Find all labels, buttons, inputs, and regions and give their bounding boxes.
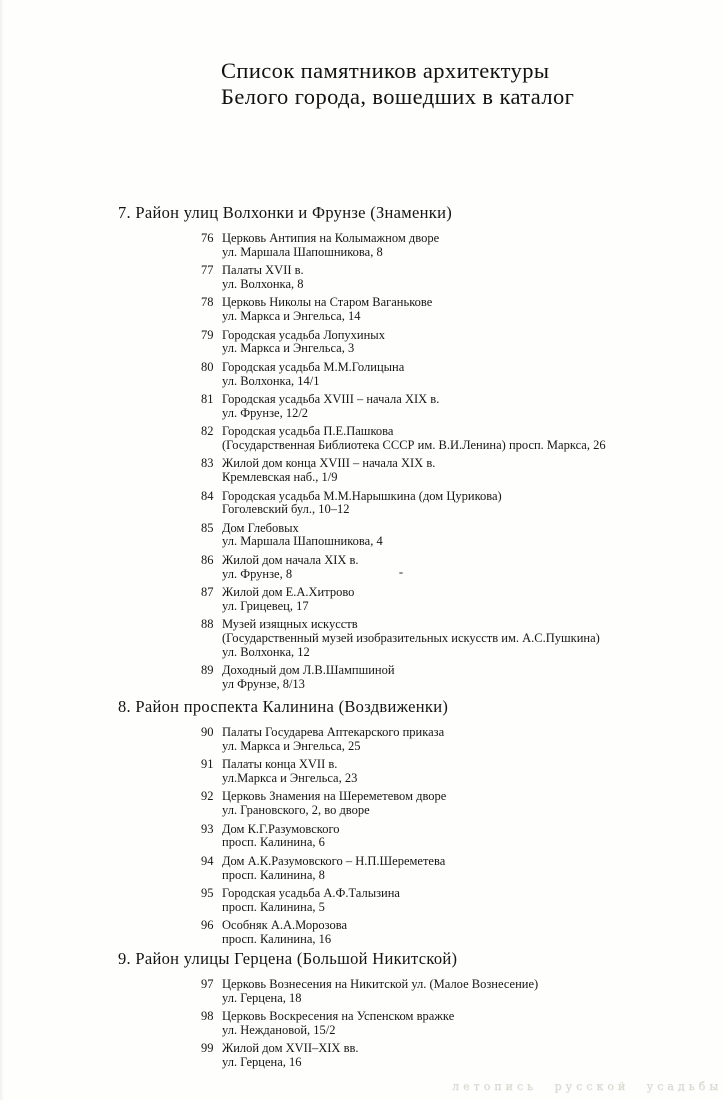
item-text xyxy=(222,522,705,550)
list-item xyxy=(201,393,705,421)
monument-address: просп. Калинина, 16 xyxy=(222,931,332,946)
item-number: 86 xyxy=(201,552,214,567)
monument-address: ул. Волхонка, 12 xyxy=(222,644,310,659)
item-number: 82 xyxy=(201,424,214,439)
item-number: 83 xyxy=(201,456,214,471)
item-number: 92 xyxy=(201,789,214,804)
monument-address: просп. Калинина, 8 xyxy=(222,867,325,882)
monument-name: Палаты конца XVII в. xyxy=(222,757,338,772)
monument-name: Дом Глебовых xyxy=(222,520,299,535)
item-text xyxy=(222,361,705,389)
item-text xyxy=(222,664,705,692)
monument-name: Доходный дом Л.В.Шампшиной xyxy=(222,663,395,678)
monument-name: Дом А.К.Разумовского – Н.П.Шереметева xyxy=(222,853,446,868)
monument-address: ул. Фрунзе, 12/2 xyxy=(222,405,309,420)
monument-address: ул. Волхонка, 14/1 xyxy=(222,373,320,388)
item-text xyxy=(222,425,705,453)
item-text xyxy=(222,726,705,754)
monument-name: Церковь Воскресения на Успенском вражке xyxy=(222,1009,455,1024)
item-text xyxy=(222,232,705,260)
list-item xyxy=(201,758,705,786)
monument-address: ул.Маркса и Энгельса, 23 xyxy=(222,770,358,785)
monument-name: Дом К.Г.Разумовского xyxy=(222,821,340,836)
item-text xyxy=(222,919,705,947)
item-text xyxy=(222,887,705,915)
list-item xyxy=(201,823,705,851)
section-gertsena xyxy=(118,948,705,1075)
monument-name: Городская усадьба А.Ф.Талызина xyxy=(222,885,400,900)
scan-edge-shadow xyxy=(0,0,4,1100)
item-text xyxy=(222,758,705,786)
list-item xyxy=(201,522,705,550)
item-number: 94 xyxy=(201,853,214,868)
list-item xyxy=(201,1042,705,1070)
item-text xyxy=(222,823,705,851)
monument-name: Церковь Николы на Старом Ваганькове xyxy=(222,295,433,310)
monument-name: Городская усадьба Лопухиных xyxy=(222,327,385,342)
monument-name: Жилой дом начала XIX в. xyxy=(222,552,359,567)
list-item xyxy=(201,664,705,692)
list-item xyxy=(201,618,705,659)
watermark-text: летопись русской усадьбы xyxy=(452,1080,723,1093)
monument-name: Городская усадьба XVIII – начала XIX в. xyxy=(222,391,440,406)
list-item xyxy=(201,919,705,947)
item-text xyxy=(222,393,705,421)
item-number: 97 xyxy=(201,977,214,991)
item-number: 99 xyxy=(201,1041,214,1056)
item-number: 78 xyxy=(201,295,214,310)
monument-address: Гоголевский бул., 10–12 xyxy=(222,502,350,517)
monument-name: Музей изящных искусств xyxy=(222,617,358,632)
monument-address: ул. Герцена, 18 xyxy=(222,990,302,1005)
monument-address: ул. Неждановой, 15/2 xyxy=(222,1022,336,1037)
item-number: 98 xyxy=(201,1009,214,1024)
item-text xyxy=(222,855,705,883)
list-item xyxy=(201,554,705,582)
monument-address: ул. Маркса и Энгельса, 14 xyxy=(222,309,361,324)
monument-name: Палаты XVII в. xyxy=(222,263,304,278)
item-text xyxy=(222,978,705,1006)
monument-address: ул. Маркса и Энгельса, 25 xyxy=(222,738,361,753)
list-item xyxy=(201,855,705,883)
monument-name: Городская усадьба М.М.Голицына xyxy=(222,359,405,374)
monument-list xyxy=(201,232,705,692)
item-text xyxy=(222,790,705,818)
monument-name: Городская усадьба М.М.Нарышкина (дом Цурикова) xyxy=(222,488,502,503)
list-item xyxy=(201,232,705,260)
monument-address: просп. Калинина, 6 xyxy=(222,835,325,850)
monument-address: (Государственная Библиотека СССР им. В.И.Ленина) просп. Маркса, 26 xyxy=(222,437,606,452)
item-text xyxy=(222,586,705,614)
list-item xyxy=(201,264,705,292)
item-number: 93 xyxy=(201,821,214,836)
item-text xyxy=(222,490,705,518)
item-text xyxy=(222,554,705,582)
item-text xyxy=(222,329,705,357)
monument-address: ул. Герцена, 16 xyxy=(222,1055,302,1070)
list-item xyxy=(201,586,705,614)
list-item xyxy=(201,790,705,818)
monument-list xyxy=(201,726,705,947)
item-number: 81 xyxy=(201,391,214,406)
monument-address: ул. Маркса и Энгельса, 3 xyxy=(222,341,355,356)
monument-name: Церковь Антипия на Колымажном дворе xyxy=(222,231,440,245)
list-item xyxy=(201,490,705,518)
monument-name: Церковь Вознесения на Никитской ул. (Малое Вознесение) xyxy=(222,977,539,991)
monument-address: Кремлевская наб., 1/9 xyxy=(222,470,338,485)
section-volkhonka-frunze xyxy=(118,202,705,696)
item-text xyxy=(222,457,705,485)
item-number: 96 xyxy=(201,918,214,933)
monument-name: Жилой дом конца XVIII – начала XIX в. xyxy=(222,456,436,471)
list-item xyxy=(201,726,705,754)
item-number: 88 xyxy=(201,617,214,632)
monument-address: ул Фрунзе, 8/13 xyxy=(222,677,305,692)
item-number: 76 xyxy=(201,231,214,245)
list-item xyxy=(201,887,705,915)
monument-name: Жилой дом Е.А.Хитрово xyxy=(222,585,355,600)
list-item xyxy=(201,361,705,389)
section-kalinina xyxy=(118,696,705,951)
item-text xyxy=(222,618,705,659)
item-text xyxy=(222,296,705,324)
monument-address: ул. Маршала Шапошникова, 8 xyxy=(222,244,383,259)
monument-address: ул. Волхонка, 8 xyxy=(222,276,304,291)
list-item xyxy=(201,1010,705,1038)
list-item xyxy=(201,978,705,1006)
page-title-line1: Список памятников архитектуры xyxy=(221,58,550,83)
list-item xyxy=(201,457,705,485)
item-number: 90 xyxy=(201,725,214,739)
page-title-line2: Белого города, вошедших в каталог xyxy=(221,84,575,109)
item-text xyxy=(222,1042,705,1070)
item-number: 79 xyxy=(201,327,214,342)
section-heading: 8. Район проспекта Калинина (Воздвиженки) xyxy=(118,697,449,716)
monument-name: Палаты Государева Аптекарского приказа xyxy=(222,725,445,739)
monument-name: Жилой дом XVII–XIX вв. xyxy=(222,1041,359,1056)
monument-name: Особняк А.А.Морозова xyxy=(222,918,348,933)
item-text xyxy=(222,1010,705,1038)
item-number: 77 xyxy=(201,263,214,278)
list-item xyxy=(201,329,705,357)
list-item xyxy=(201,296,705,324)
section-heading: 7. Район улиц Волхонки и Фрунзе (Знаменки) xyxy=(118,203,453,222)
monument-address: просп. Калинина, 5 xyxy=(222,899,325,914)
item-number: 84 xyxy=(201,488,214,503)
item-number: 95 xyxy=(201,885,214,900)
item-number: 87 xyxy=(201,585,214,600)
page-title xyxy=(221,58,574,110)
monument-list xyxy=(201,978,705,1070)
item-text xyxy=(222,264,705,292)
monument-address: ул. Фрунзе, 8 xyxy=(222,566,293,581)
section-heading: 9. Район улицы Герцена (Большой Никитской) xyxy=(118,949,458,968)
monument-address: (Государственный музей изобразительных искусств им. А.С.Пушкина) xyxy=(222,631,600,646)
monument-name: Церковь Знамения на Шереметевом дворе xyxy=(222,789,447,804)
monument-address: ул. Грицевец, 17 xyxy=(222,598,309,613)
item-number: 85 xyxy=(201,520,214,535)
monument-name: Городская усадьба П.Е.Пашкова xyxy=(222,424,394,439)
item-number: 89 xyxy=(201,663,214,678)
ink-speck xyxy=(399,572,403,574)
item-number: 91 xyxy=(201,757,214,772)
list-item xyxy=(201,425,705,453)
monument-address: ул. Маршала Шапошникова, 4 xyxy=(222,534,383,549)
monument-address: ул. Грановского, 2, во дворе xyxy=(222,803,370,818)
item-number: 80 xyxy=(201,359,214,374)
